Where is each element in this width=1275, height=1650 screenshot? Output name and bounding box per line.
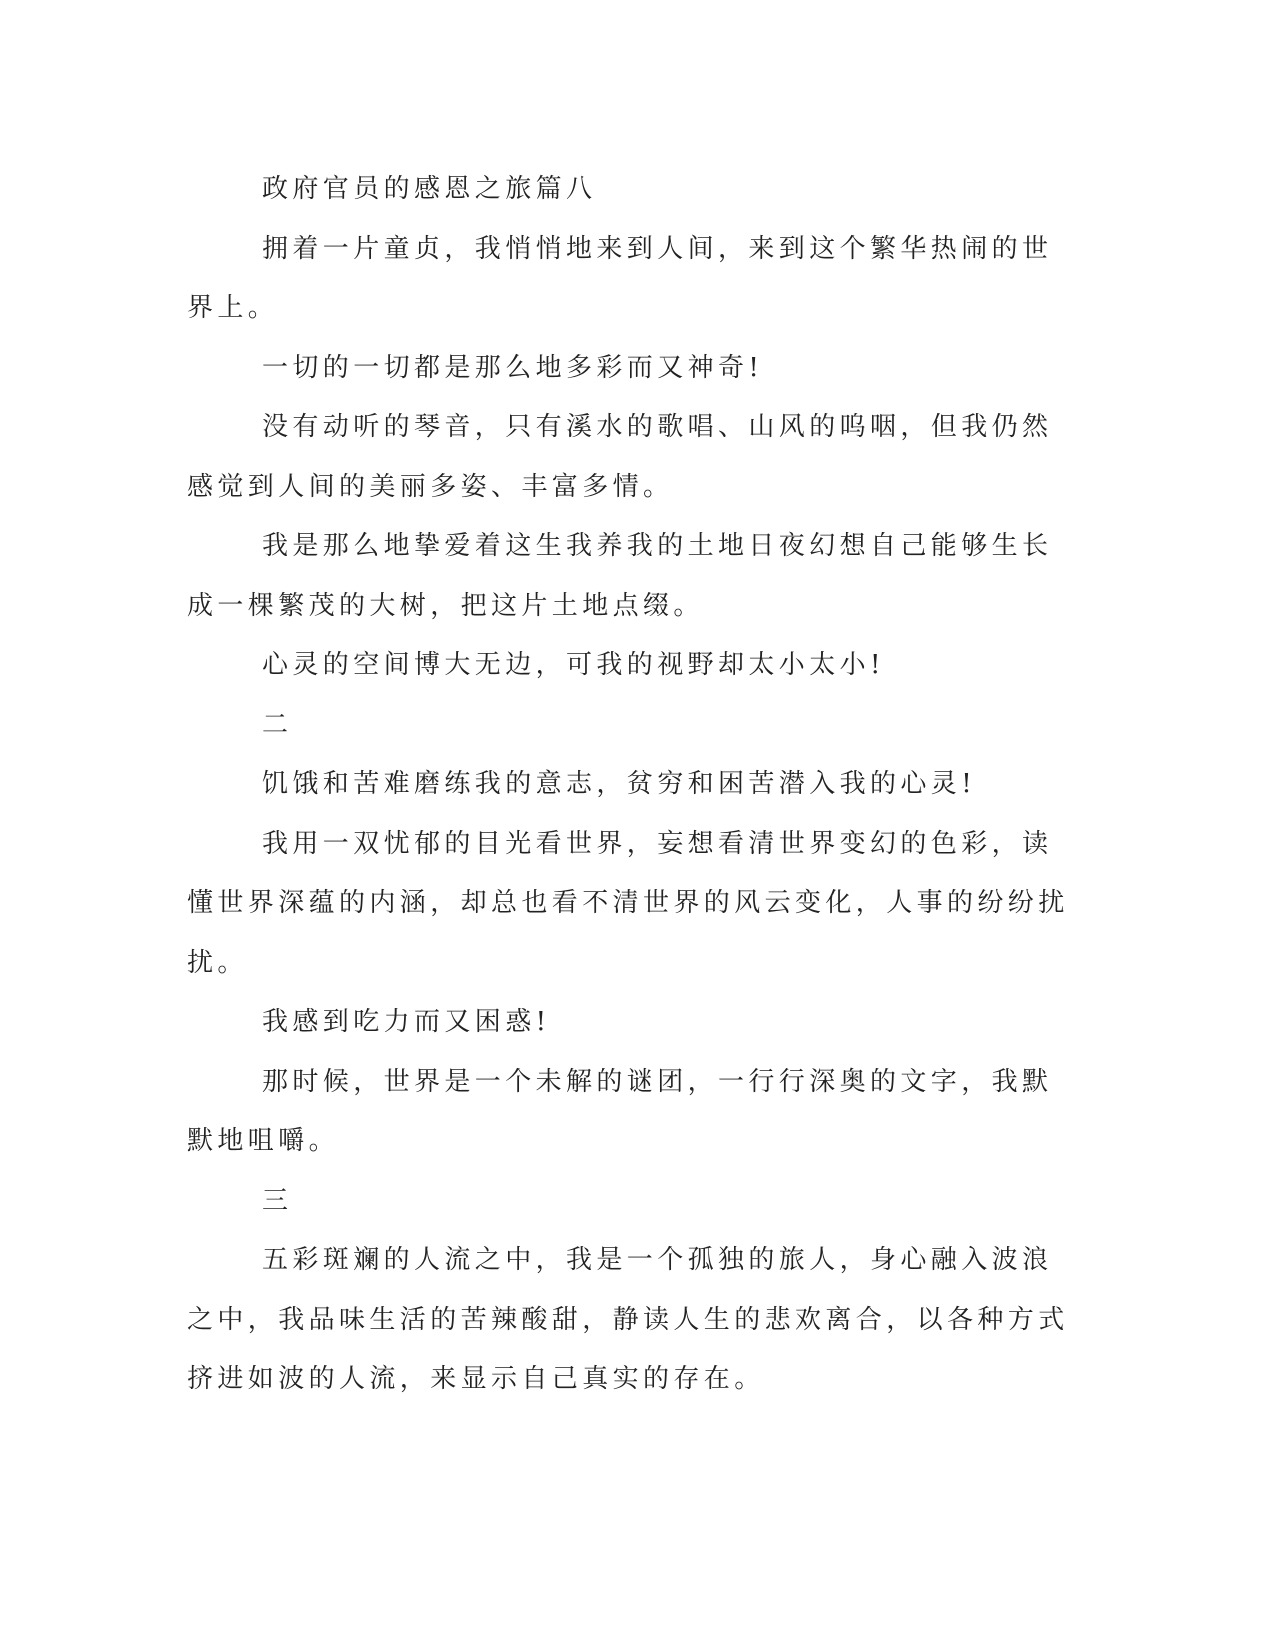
section-number: 二 (262, 709, 293, 740)
paragraph: 没有动听的琴音，只有溪水的歌唱、山风的呜咽，但我仍然感觉到人间的美丽多姿、丰富多情。 (187, 412, 1053, 502)
paragraph: 我用一双忧郁的目光看世界，妄想看清世界变幻的色彩，读懂世界深蕴的内涵，却总也看不清世界的风云变化，人事的纷纷扰扰。 (187, 828, 1069, 978)
paragraph: 拥着一片童贞，我悄悄地来到人间，来到这个繁华热闹的世界上。 (187, 233, 1053, 323)
paragraph: 那时候，世界是一个未解的谜团，一行行深奥的文字，我默默地咀嚼。 (187, 1066, 1053, 1156)
document-title: 政府官员的感恩之旅篇八 (262, 174, 597, 204)
paragraph: 一切的一切都是那么地多彩而又神奇! (262, 352, 764, 383)
document-body (187, 160, 1072, 1410)
section-number: 三 (262, 1185, 293, 1216)
paragraph: 我是那么地挚爱着这生我养我的土地日夜幻想自己能够生长成一棵繁茂的大树，把这片土地点缀。 (187, 531, 1053, 621)
paragraph: 心灵的空间博大无边，可我的视野却太小太小! (262, 650, 885, 680)
paragraph: 五彩斑斓的人流之中，我是一个孤独的旅人，身心融入波浪之中，我品味生活的苦辣酸甜，静读人生的悲欢离合，以各种方式挤进如波的人流，来显示自己真实的存在。 (187, 1245, 1069, 1394)
paragraph: 饥饿和苦难磨练我的意志，贫穷和困苦潜入我的心灵! (262, 769, 977, 799)
paragraph: 我感到吃力而又困惑! (262, 1007, 551, 1037)
